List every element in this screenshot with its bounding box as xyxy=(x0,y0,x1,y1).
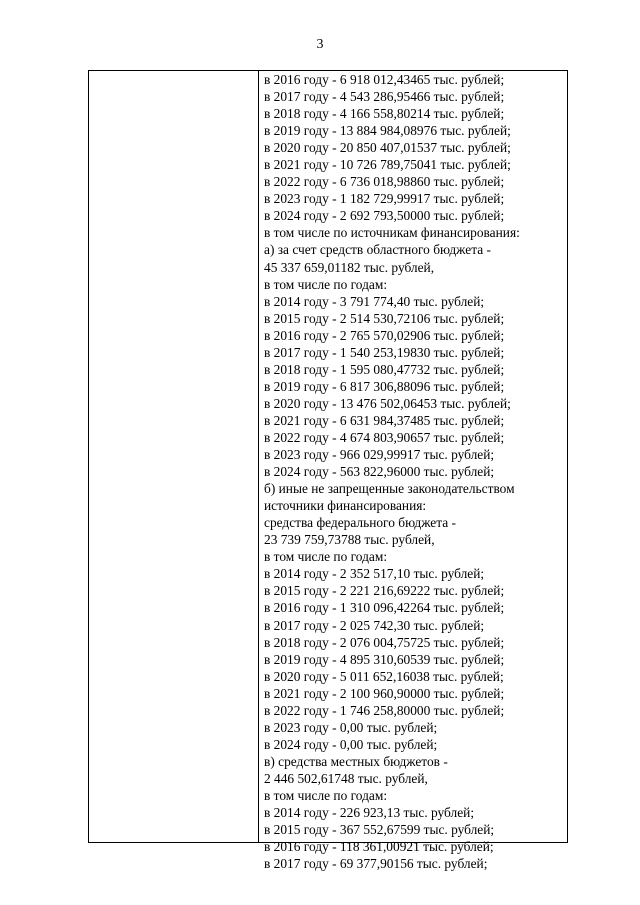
funding-line: в 2020 году - 5 011 652,16038 тыс. рублей; xyxy=(264,668,504,684)
funding-line: в 2016 году - 118 361,00921 тыс. рублей; xyxy=(264,839,494,855)
funding-line: в 2016 году - 6 918 012,43465 тыс. рублей; xyxy=(264,72,505,87)
funding-line: б) иные не запрещенные законодательством xyxy=(264,481,515,497)
funding-line: в 2023 году - 0,00 тыс. рублей; xyxy=(264,719,438,735)
funding-line: в 2018 году - 2 076 004,75725 тыс. рублей; xyxy=(264,634,505,650)
funding-line: в 2021 году - 10 726 789,75041 тыс. рублей; xyxy=(264,157,511,173)
column-divider xyxy=(258,71,259,842)
funding-line: источники финансирования: xyxy=(264,498,427,514)
funding-line: в 2016 году - 1 310 096,42264 тыс. рублей; xyxy=(264,600,505,616)
funding-line: в 2021 году - 2 100 960,90000 тыс. рублей; xyxy=(264,685,505,701)
funding-line: в 2017 году - 1 540 253,19830 тыс. рублей; xyxy=(264,344,505,360)
funding-line: в 2018 году - 1 595 080,47732 тыс. рублей; xyxy=(264,361,505,377)
funding-line: в 2020 году - 20 850 407,01537 тыс. рублей; xyxy=(264,140,511,156)
funding-line: в 2017 году - 4 543 286,95466 тыс. рублей; xyxy=(264,89,505,105)
funding-line: в 2022 году - 4 674 803,90657 тыс. рублей; xyxy=(264,429,505,445)
funding-lines-list xyxy=(264,71,565,872)
funding-line: в 2020 году - 13 476 502,06453 тыс. рублей; xyxy=(264,395,511,411)
page-number: 3 xyxy=(316,37,324,52)
funding-line: а) за счет средств областного бюджета - xyxy=(264,242,491,258)
funding-line: в 2019 году - 6 817 306,88096 тыс. рублей; xyxy=(264,378,505,394)
funding-line: в 2019 году - 13 884 984,08976 тыс. рублей; xyxy=(264,123,511,139)
funding-table xyxy=(88,70,568,872)
table-right-cell xyxy=(264,71,565,872)
funding-line: в 2018 году - 4 166 558,80214 тыс. рублей; xyxy=(264,106,505,122)
funding-line: в 2022 году - 6 736 018,98860 тыс. рублей; xyxy=(264,174,505,190)
funding-line: 45 337 659,01182 тыс. рублей, xyxy=(264,259,435,275)
funding-line: в 2024 году - 563 822,96000 тыс. рублей; xyxy=(264,464,495,480)
funding-line: 2 446 502,61748 тыс. рублей, xyxy=(264,770,428,786)
funding-line: в том числе по источникам финансирования: xyxy=(264,225,520,241)
funding-line: в 2024 году - 2 692 793,50000 тыс. рублей; xyxy=(264,208,505,224)
funding-line: в том числе по годам: xyxy=(264,549,388,565)
funding-line: в 2019 году - 4 895 310,60539 тыс. рублей; xyxy=(264,651,505,667)
funding-line: в 2024 году - 0,00 тыс. рублей; xyxy=(264,736,438,752)
funding-line: в 2014 году - 226 923,13 тыс. рублей; xyxy=(264,805,475,821)
funding-line: в 2023 году - 966 029,99917 тыс. рублей; xyxy=(264,447,495,463)
funding-line: в 2023 году - 1 182 729,99917 тыс. рублей; xyxy=(264,191,505,207)
funding-line: средства федерального бюджета - xyxy=(264,515,456,531)
funding-line: в 2015 году - 2 221 216,69222 тыс. рублей; xyxy=(264,583,505,599)
funding-line: в 2014 году - 2 352 517,10 тыс. рублей; xyxy=(264,566,485,582)
funding-line: в том числе по годам: xyxy=(264,276,388,292)
funding-line: в 2016 году - 2 765 570,02906 тыс. рублей; xyxy=(264,327,505,343)
table-left-cell xyxy=(89,71,258,842)
funding-line: в 2021 году - 6 631 984,37485 тыс. рублей; xyxy=(264,412,505,428)
funding-line: в 2015 году - 2 514 530,72106 тыс. рублей; xyxy=(264,310,505,326)
funding-line: в 2022 году - 1 746 258,80000 тыс. рублей; xyxy=(264,702,505,718)
funding-line: в) средства местных бюджетов - xyxy=(264,753,448,769)
funding-line: в 2017 году - 2 025 742,30 тыс. рублей; xyxy=(264,617,485,633)
funding-line: 23 739 759,73788 тыс. рублей, xyxy=(264,532,435,548)
funding-line: в 2017 году - 69 377,90156 тыс. рублей; xyxy=(264,856,488,872)
funding-line: в том числе по годам: xyxy=(264,787,388,803)
funding-line: в 2014 году - 3 791 774,40 тыс. рублей; xyxy=(264,293,485,309)
funding-line: в 2015 году - 367 552,67599 тыс. рублей; xyxy=(264,822,495,838)
